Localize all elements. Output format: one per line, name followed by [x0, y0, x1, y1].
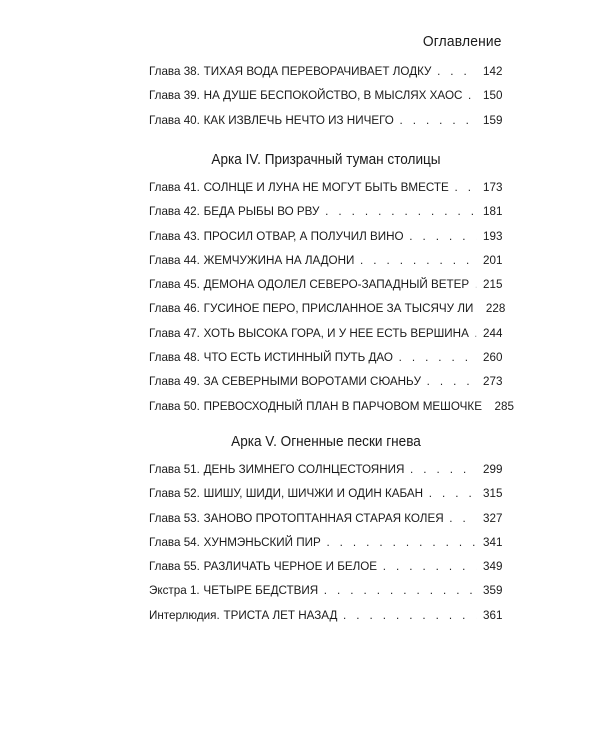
toc-group [149, 180, 514, 423]
leader-dots [399, 113, 476, 127]
entry-title: ПРЕВОСХОДНЫЙ ПЛАН В ПАРЧОВОМ МЕШОЧКЕ [203, 398, 482, 413]
toc-entry[interactable] [149, 583, 502, 607]
toc-entry[interactable] [149, 608, 502, 632]
toc-entry[interactable] [149, 326, 502, 350]
entry-page-number: 327 [482, 510, 503, 525]
entry-label: Глава 39. [149, 88, 200, 103]
arc-heading: Арка IV. Призрачный туман столицы [211, 152, 441, 168]
entry-page-number: 150 [482, 88, 503, 103]
toc-entry[interactable] [149, 229, 502, 253]
entry-label: Глава 38. [149, 64, 200, 78]
entry-page-number: 215 [482, 277, 503, 292]
entry-title: ХОТЬ ВЫСОКА ГОРА, И У НЕЕ ЕСТЬ ВЕРШИНА [203, 325, 469, 340]
leader-dots [427, 374, 476, 388]
entry-label: Глава 40. [149, 112, 200, 127]
entry-title: ЧЕТЫРЕ БЕДСТВИЯ [203, 583, 319, 598]
leader-dots [437, 64, 476, 78]
entry-label: Глава 54. [149, 534, 200, 549]
leader-dots [360, 253, 476, 267]
entry-page-number: 173 [482, 180, 503, 194]
toc-entry[interactable] [149, 511, 502, 535]
entry-page-number: 273 [482, 374, 503, 389]
entry-label: Глава 47. [149, 325, 200, 340]
entry-title: ЗА СЕВЕРНЫМИ ВОРОТАМИ СЮАНЬУ [203, 374, 422, 389]
entry-label: Глава 43. [149, 228, 200, 243]
entry-page-number: 181 [482, 204, 503, 219]
leader-dots [454, 180, 476, 194]
leader-dots [449, 511, 476, 525]
entry-title: ХУНМЭНЬСКИЙ ПИР [203, 534, 321, 549]
toc-entry[interactable] [149, 64, 502, 88]
entry-label: Глава 41. [149, 180, 200, 194]
entry-page-number: 299 [482, 462, 503, 476]
toc-entry[interactable] [149, 559, 502, 583]
entry-label: Глава 46. [149, 301, 200, 316]
entry-label: Глава 52. [149, 486, 200, 501]
toc-entry[interactable] [149, 180, 502, 204]
entry-label: Глава 45. [149, 277, 200, 292]
entry-title: ШИШУ, ШИДИ, ШИЧЖИ И ОДИН КАБАН [203, 486, 424, 501]
entry-title: ПРОСИЛ ОТВАР, А ПОЛУЧИЛ ВИНО [203, 228, 404, 243]
leader-dots [383, 559, 476, 573]
leader-dots [409, 229, 476, 243]
running-head: Оглавление [423, 33, 502, 50]
leader-dots [324, 583, 476, 597]
entry-label: Глава 55. [149, 559, 200, 574]
toc-entry[interactable] [149, 301, 506, 325]
toc-entry[interactable] [149, 398, 514, 423]
toc-entry[interactable] [149, 88, 502, 112]
toc-entry[interactable] [149, 113, 502, 137]
entry-title: ТРИСТА ЛЕТ НАЗАД [223, 607, 338, 622]
entry-page-number: 349 [482, 559, 503, 574]
entry-page-number: 341 [482, 534, 503, 549]
toc-entry[interactable] [149, 462, 502, 486]
toc-entry[interactable] [149, 204, 502, 228]
entry-page-number: 201 [482, 252, 503, 267]
toc-entry[interactable] [149, 277, 502, 301]
entry-title: СОЛНЦЕ И ЛУНА НЕ МОГУТ БЫТЬ ВМЕСТЕ [203, 180, 449, 194]
entry-label: Экстра 1. [149, 583, 200, 598]
toc-group [149, 64, 503, 137]
entry-label: Глава 53. [149, 510, 200, 525]
leader-dots [325, 204, 476, 218]
entry-page-number: 359 [482, 583, 503, 598]
entry-page-number: 142 [482, 64, 503, 78]
entry-title: ДЕМОНА ОДОЛЕЛ СЕВЕРО-ЗАПАДНЫЙ ВЕТЕР [203, 277, 470, 292]
toc-entry[interactable] [149, 486, 502, 510]
entry-title: ДЕНЬ ЗИМНЕГО СОЛНЦЕСТОЯНИЯ [203, 462, 405, 476]
entry-page-number: 228 [485, 301, 506, 316]
entry-title: РАЗЛИЧАТЬ ЧЕРНОЕ И БЕЛОЕ [203, 559, 378, 574]
entry-page-number: 361 [482, 607, 503, 622]
entry-title: КАК ИЗВЛЕЧЬ НЕЧТО ИЗ НИЧЕГО [203, 112, 394, 127]
leader-dots [399, 350, 477, 364]
toc-entry[interactable] [149, 253, 502, 277]
arc-heading: Арка V. Огненные пески гнева [231, 434, 421, 450]
entry-page-number: 260 [482, 350, 503, 365]
entry-label: Глава 42. [149, 204, 200, 219]
entry-page-number: 285 [494, 398, 514, 413]
leader-dots [410, 462, 476, 476]
entry-title: ЧТО ЕСТЬ ИСТИННЫЙ ПУТЬ ДАО [203, 350, 393, 365]
leader-dots [475, 326, 477, 340]
leader-dots [343, 608, 476, 622]
toc-entry[interactable] [149, 374, 502, 398]
entry-title: ГУСИНОЕ ПЕРО, ПРИСЛАННОЕ ЗА ТЫСЯЧУ ЛИ [203, 301, 474, 316]
entry-label: Глава 50. [149, 398, 200, 413]
entry-label: Глава 44. [149, 252, 200, 267]
toc-entry[interactable] [149, 350, 502, 374]
leader-dots [475, 277, 476, 291]
leader-dots [429, 486, 476, 500]
toc-entry[interactable] [149, 535, 502, 559]
entry-label: Глава 51. [149, 462, 200, 476]
leader-dots [468, 88, 476, 102]
entry-page-number: 159 [482, 112, 503, 127]
entry-title: ТИХАЯ ВОДА ПЕРЕВОРАЧИВАЕТ ЛОДКУ [203, 64, 432, 78]
entry-label: Интерлюдия. [149, 607, 220, 622]
entry-title: НА ДУШЕ БЕСПОКОЙСТВО, В МЫСЛЯХ ХАОС [203, 88, 463, 103]
entry-label: Глава 48. [149, 350, 200, 365]
entry-page-number: 315 [482, 486, 503, 501]
entry-title: БЕДА РЫБЫ ВО РВУ [203, 204, 320, 219]
leader-dots [326, 535, 476, 549]
entry-label: Глава 49. [149, 374, 200, 389]
entry-title: ЖЕМЧУЖИНА НА ЛАДОНИ [203, 252, 355, 267]
entry-title: ЗАНОВО ПРОТОПТАННАЯ СТАРАЯ КОЛЕЯ [203, 510, 444, 525]
entry-page-number: 193 [482, 228, 503, 243]
toc-group [149, 462, 503, 632]
entry-page-number: 244 [482, 325, 503, 340]
